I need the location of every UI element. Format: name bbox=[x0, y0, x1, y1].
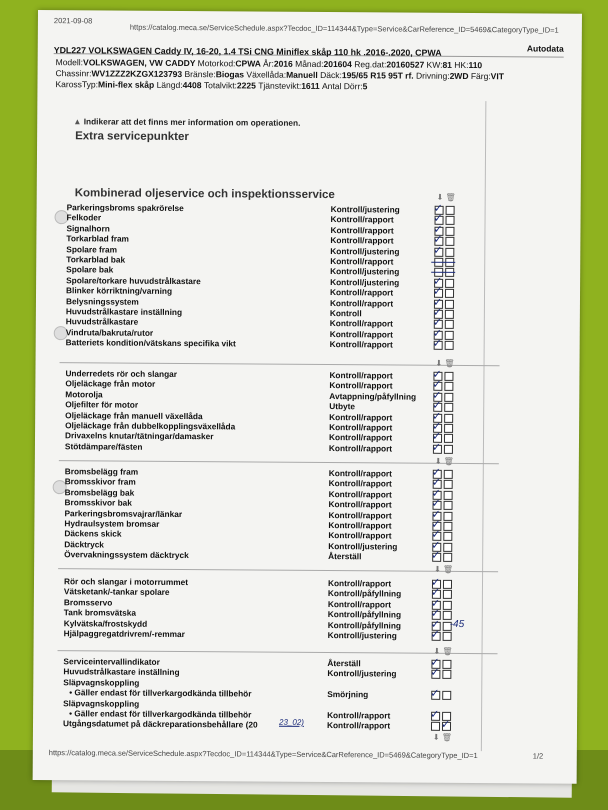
not-done-checkbox[interactable] bbox=[444, 501, 453, 510]
not-done-checkbox[interactable] bbox=[445, 310, 454, 319]
bullet-arrow-icon: ▲ bbox=[73, 116, 84, 127]
operation-action: Kontroll/rapport bbox=[328, 530, 392, 541]
table-row bbox=[63, 719, 463, 732]
check-mark-icon: ✓ bbox=[432, 336, 442, 350]
brand: Autodata bbox=[526, 43, 564, 54]
section-divider bbox=[59, 460, 499, 464]
not-done-checkbox[interactable] bbox=[444, 403, 453, 412]
operation-name: Hjälpaggregatdrivrem/-remmar bbox=[63, 628, 185, 639]
info-line-2: Chassinr:WV1ZZZ2KZGX123793 Bränsle:Biogas Växellåda:Manuell Däck:195/65 R15 95T rf. Drivning:2WD Färg:VIT bbox=[55, 68, 504, 82]
not-done-checkbox[interactable] bbox=[443, 580, 452, 589]
operation-action: Kontroll/rapport bbox=[329, 411, 393, 423]
handwritten-note-date: 23_02) bbox=[279, 717, 304, 727]
operation-name: Belysningssystem bbox=[65, 295, 139, 307]
operation-action: Kontroll/påfyllning bbox=[327, 609, 402, 620]
check-mark-icon: ✓ bbox=[430, 617, 440, 631]
operation-name: Bromsbelägg fram bbox=[64, 466, 139, 477]
operation-action: Kontroll/rapport bbox=[328, 468, 392, 479]
operation-action: Kontroll bbox=[329, 307, 362, 319]
operation-action: Kontroll/rapport bbox=[330, 214, 394, 225]
not-done-checkbox[interactable] bbox=[443, 601, 452, 610]
not-done-checkbox[interactable] bbox=[446, 206, 455, 215]
operation-action: Kontroll/rapport bbox=[330, 235, 394, 246]
not-done-checkbox[interactable] bbox=[442, 691, 451, 700]
operation-name: Huvudstrålkastare bbox=[65, 316, 139, 328]
check-mark-icon: ✓ bbox=[431, 496, 441, 510]
operation-action: Kontroll/rapport bbox=[329, 339, 393, 350]
operation-name: Oljeläckage från dubbelkopplingsväxellåda bbox=[65, 420, 236, 432]
not-done-checkbox[interactable] bbox=[444, 413, 453, 422]
operation-name: Utgångsdatumet på däckreparationsbehållare (20 bbox=[62, 718, 258, 730]
top-url: https://catalog.meca.se/ServiceSchedule.aspx?Tecdoc_ID=114344&Type=Service&CarReference_ID=5469&CategoryType_ID=1 bbox=[129, 22, 559, 35]
operation-action: Återställ bbox=[328, 551, 362, 562]
notice: ▲ Indikerar att det finns mer information om operationen. bbox=[73, 116, 301, 128]
operation-name: Underredets rör och slangar bbox=[65, 368, 178, 379]
not-done-checkbox[interactable] bbox=[444, 470, 453, 479]
operation-name: Bromsskivor fram bbox=[64, 476, 136, 488]
operation-action: Kontroll/justering bbox=[327, 668, 397, 679]
operation-action: Kontroll/justering bbox=[330, 245, 400, 257]
table-row bbox=[66, 337, 466, 350]
check-mark-icon: ✓ bbox=[432, 367, 442, 381]
check-mark-icon: ✓ bbox=[430, 575, 441, 589]
info-line-1: Modell:VOLKSWAGEN, VW CADDY Motorkod:CPWA År:2016 Månad:201604 Reg.dat:20160527 KW:81 HK:110 bbox=[55, 57, 483, 71]
check-mark-icon: ✓ bbox=[430, 586, 441, 600]
service-group bbox=[63, 656, 463, 732]
operation-action: Kontroll/rapport bbox=[329, 318, 394, 329]
operation-name: • Gäller endast för tillverkargodkända tillbehör bbox=[69, 687, 252, 699]
operation-action: Kontroll/rapport bbox=[328, 478, 392, 489]
table-row bbox=[65, 441, 465, 454]
info-line-3: KarossTyp:Mini-flex skåp Längd:4408 Totalvikt:2225 Tjänstevikt:1611 Antal Dörr:5 bbox=[55, 79, 368, 92]
operation-name: Blinker körriktning/varning bbox=[66, 285, 173, 297]
operation-action: Kontroll/rapport bbox=[328, 432, 393, 443]
operation-name: Övervakningssystem däcktryck bbox=[64, 549, 189, 561]
check-mark-icon: ✓ bbox=[430, 596, 441, 610]
check-mark-icon: ✓ bbox=[431, 465, 442, 479]
operation-action: Kontroll/rapport bbox=[328, 499, 392, 510]
check-mark-icon: ✓ bbox=[440, 718, 451, 732]
operation-name: Parkeringsbromsvajrar/länkar bbox=[64, 507, 183, 519]
operation-name: Spolare bak bbox=[66, 264, 114, 275]
operation-name: Vätsketank/-tankar spolare bbox=[63, 586, 170, 598]
check-mark-icon: ✓ bbox=[432, 284, 443, 298]
not-done-checkbox[interactable] bbox=[444, 393, 453, 402]
page-number: 1/2 bbox=[532, 751, 544, 761]
section-divider bbox=[58, 650, 498, 654]
check-mark-icon: ✓ bbox=[433, 243, 443, 257]
service-group bbox=[64, 576, 464, 641]
check-mark-icon: ✓ bbox=[431, 528, 441, 542]
operation-name: Drivaxelns knutar/tätningar/damasker bbox=[64, 430, 214, 442]
operation-name: Oljeläckage från motor bbox=[65, 378, 156, 390]
operation-name: Bromsservo bbox=[63, 596, 113, 608]
operation-action: Kontroll/rapport bbox=[327, 709, 391, 721]
check-mark-icon: ✓ bbox=[430, 686, 440, 700]
check-mark-icon: ✓ bbox=[432, 326, 443, 340]
operation-name: Oljefilter för motor bbox=[65, 399, 139, 410]
check-mark-icon: ✓ bbox=[431, 430, 442, 444]
operation-name: Släpvagnskoppling bbox=[63, 697, 140, 709]
operation-name: Signalhorn bbox=[66, 222, 110, 234]
not-done-checkbox[interactable] bbox=[444, 491, 453, 500]
check-mark-icon: ✓ bbox=[430, 666, 440, 680]
operation-name: Släpvagnskoppling bbox=[63, 676, 140, 688]
vehicle-title: YDL227 VOLKSWAGEN Caddy IV, 16-20, 1.4 TSi CNG Miniflex skåp 110 hk .2016-.2020, CPWA bbox=[53, 45, 442, 58]
not-done-checkbox[interactable] bbox=[443, 553, 452, 562]
operation-name: • Gäller endast för tillverkargodkända tillbehör bbox=[69, 708, 252, 720]
operation-action: Kontroll/rapport bbox=[328, 519, 392, 531]
operation-action: Kontroll/rapport bbox=[330, 224, 394, 236]
not-done-checkbox[interactable] bbox=[444, 372, 453, 381]
not-done-checkbox[interactable] bbox=[444, 445, 453, 454]
done-checkbox[interactable] bbox=[431, 722, 440, 731]
arrow-down-icon[interactable]: ⬇ 🗑 bbox=[435, 358, 455, 368]
not-done-checkbox[interactable] bbox=[444, 424, 453, 433]
extra-title: Extra servicepunkter bbox=[75, 130, 189, 144]
operation-action: Kontroll/rapport bbox=[329, 370, 393, 381]
operation-name: Felkoder bbox=[66, 212, 102, 223]
operation-action: Kontroll/rapport bbox=[326, 720, 391, 731]
not-done-checkbox[interactable] bbox=[446, 216, 455, 225]
operation-action: Kontroll/rapport bbox=[328, 509, 392, 521]
check-mark-icon: ✓ bbox=[431, 476, 441, 490]
handwritten-note-coolant: -45 bbox=[449, 618, 465, 630]
check-mark-icon: ✓ bbox=[432, 398, 442, 412]
table-row bbox=[64, 628, 464, 641]
service-group bbox=[64, 466, 465, 562]
operation-action: Kontroll/rapport bbox=[327, 598, 392, 610]
arrow-down-icon[interactable]: ⬇ 🗑 bbox=[434, 456, 454, 466]
check-mark-icon: ✓ bbox=[432, 295, 443, 309]
operation-name: Tank bromsvätska bbox=[63, 607, 137, 618]
check-mark-icon: ✓ bbox=[431, 507, 441, 521]
check-mark-icon: ✓ bbox=[430, 606, 441, 620]
print-date: 2021-09-08 bbox=[53, 16, 93, 26]
check-mark-icon: ✓ bbox=[431, 440, 442, 454]
not-done-checkbox[interactable] bbox=[442, 670, 451, 679]
not-done-checkbox[interactable] bbox=[445, 341, 454, 350]
arrow-down-icon[interactable]: ⬇ 🗑 bbox=[432, 732, 453, 742]
operation-name: Parkeringsbroms spakrörelse bbox=[66, 202, 184, 214]
not-done-checkbox[interactable] bbox=[445, 320, 454, 329]
check-mark-icon: ✓ bbox=[432, 419, 442, 433]
not-done-checkbox[interactable] bbox=[444, 382, 453, 391]
operation-name: Vindruta/bakruta/rutor bbox=[65, 326, 154, 338]
strike-mark-icon bbox=[431, 262, 455, 263]
operation-action: Kontroll/rapport bbox=[329, 297, 394, 309]
operation-name: Serviceintervallindikator bbox=[63, 656, 160, 667]
operation-action: Återställ bbox=[327, 658, 361, 669]
operation-action: Utbyte bbox=[329, 401, 356, 412]
operation-action: Kontroll/justering bbox=[330, 266, 400, 277]
operation-action: Kontroll/påfyllning bbox=[327, 588, 402, 599]
operation-action: Kontroll/justering bbox=[330, 276, 400, 288]
operation-name: Batteriets kondition/vätskans specifika vikt bbox=[65, 337, 236, 349]
footer-url: https://catalog.meca.se/ServiceSchedule.aspx?Tecdoc_ID=114344&Type=Service&CarReference_ID=5469&CategoryType_ID=1 bbox=[48, 748, 478, 761]
not-done-checkbox[interactable] bbox=[444, 480, 453, 489]
operation-name: Däcktryck bbox=[64, 538, 104, 550]
operation-action: Kontroll/rapport bbox=[330, 287, 394, 298]
title-bar bbox=[54, 40, 564, 58]
operation-name: Hydraulsystem bromsar bbox=[64, 518, 160, 529]
not-done-checkbox[interactable] bbox=[443, 522, 452, 531]
operation-name: Oljeläckage från manuell växellåda bbox=[65, 409, 203, 421]
operation-action: Kontroll/rapport bbox=[327, 578, 392, 589]
check-mark-icon: ✓ bbox=[431, 548, 441, 562]
operation-action: Kontroll/rapport bbox=[328, 488, 392, 500]
service-group bbox=[65, 368, 466, 454]
operation-action: Kontroll/justering bbox=[328, 540, 398, 552]
check-mark-icon: ✓ bbox=[432, 305, 443, 319]
operation-name: Torkarblad fram bbox=[66, 233, 130, 244]
arrow-down-icon[interactable]: ⬇ 🗑 bbox=[434, 564, 454, 574]
service-group bbox=[66, 202, 467, 350]
main-title: Kombinerad oljeservice och inspektionsservice bbox=[74, 187, 335, 202]
not-done-checkbox[interactable] bbox=[443, 543, 452, 552]
operation-action: Smörjning bbox=[327, 689, 369, 700]
not-done-checkbox[interactable] bbox=[445, 289, 454, 298]
operation-action: Kontroll/justering bbox=[327, 629, 397, 641]
check-mark-icon: ✓ bbox=[433, 212, 443, 226]
check-mark-icon: ✓ bbox=[432, 316, 443, 330]
check-mark-icon: ✓ bbox=[431, 538, 441, 552]
not-done-checkbox[interactable] bbox=[445, 331, 454, 340]
operation-name: Kylvätska/frostskydd bbox=[63, 617, 148, 629]
operation-name: Huvudstrålkastare inställning bbox=[65, 306, 183, 317]
operation-action: Kontroll/rapport bbox=[329, 421, 393, 433]
not-done-checkbox[interactable] bbox=[443, 590, 452, 599]
check-mark-icon: ✓ bbox=[430, 627, 440, 641]
check-mark-icon: ✓ bbox=[432, 388, 442, 402]
not-done-checkbox[interactable] bbox=[445, 279, 454, 288]
not-done-checkbox[interactable] bbox=[442, 660, 451, 669]
operation-action: Avtappning/påfyllning bbox=[329, 390, 417, 402]
strike-mark-icon bbox=[431, 272, 455, 273]
check-mark-icon: ✓ bbox=[430, 707, 440, 721]
check-mark-icon: ✓ bbox=[432, 378, 442, 392]
arrow-down-icon[interactable]: ⬇ 🗑 bbox=[433, 646, 453, 656]
operation-action: Kontroll/påfyllning bbox=[327, 619, 402, 631]
check-mark-icon: ✓ bbox=[431, 486, 441, 500]
not-done-checkbox[interactable] bbox=[445, 299, 454, 308]
not-done-checkbox[interactable] bbox=[443, 532, 452, 541]
operation-name: Torkarblad bak bbox=[66, 254, 126, 265]
section-divider bbox=[60, 362, 500, 366]
arrow-down-icon[interactable]: ⬇ 🗑 bbox=[436, 192, 456, 202]
operation-action: Kontroll/rapport bbox=[330, 255, 394, 267]
operation-action: Kontroll/rapport bbox=[328, 442, 393, 454]
operation-action: Kontroll/rapport bbox=[329, 328, 393, 340]
table-row bbox=[64, 549, 464, 562]
not-done-checkbox[interactable] bbox=[445, 247, 454, 256]
check-mark-icon: ✓ bbox=[430, 655, 440, 669]
check-mark-icon: ✓ bbox=[433, 274, 443, 288]
operation-action: Kontroll/justering bbox=[330, 204, 400, 215]
check-mark-icon: ✓ bbox=[433, 222, 443, 236]
operation-name: Däckens skick bbox=[64, 528, 122, 539]
printed-page bbox=[33, 10, 582, 784]
operation-name: Bromsbelägg bak bbox=[64, 486, 135, 498]
operation-action: Kontroll/rapport bbox=[329, 380, 393, 391]
section-divider bbox=[58, 568, 498, 572]
operation-name: Huvudstrålkastare inställning bbox=[63, 666, 180, 678]
not-done-checkbox[interactable] bbox=[443, 511, 452, 520]
not-done-checkbox[interactable] bbox=[443, 632, 452, 641]
operation-name: Bromsskivor bak bbox=[64, 497, 132, 508]
not-done-checkbox[interactable] bbox=[445, 227, 454, 236]
check-mark-icon: ✓ bbox=[431, 517, 441, 531]
not-done-checkbox[interactable] bbox=[444, 434, 453, 443]
operation-name: Motorolja bbox=[65, 388, 103, 400]
not-done-checkbox[interactable] bbox=[445, 237, 454, 246]
check-mark-icon: ✓ bbox=[433, 201, 443, 215]
operation-name: Stötdämpare/fästen bbox=[64, 440, 143, 452]
operation-name: Rör och slangar i motorrummet bbox=[63, 576, 189, 588]
operation-name: Spolare/torkare huvudstrålkastare bbox=[66, 274, 201, 286]
operation-name: Spolare fram bbox=[66, 243, 118, 255]
check-mark-icon: ✓ bbox=[432, 409, 442, 423]
check-mark-icon: ✓ bbox=[433, 232, 443, 247]
